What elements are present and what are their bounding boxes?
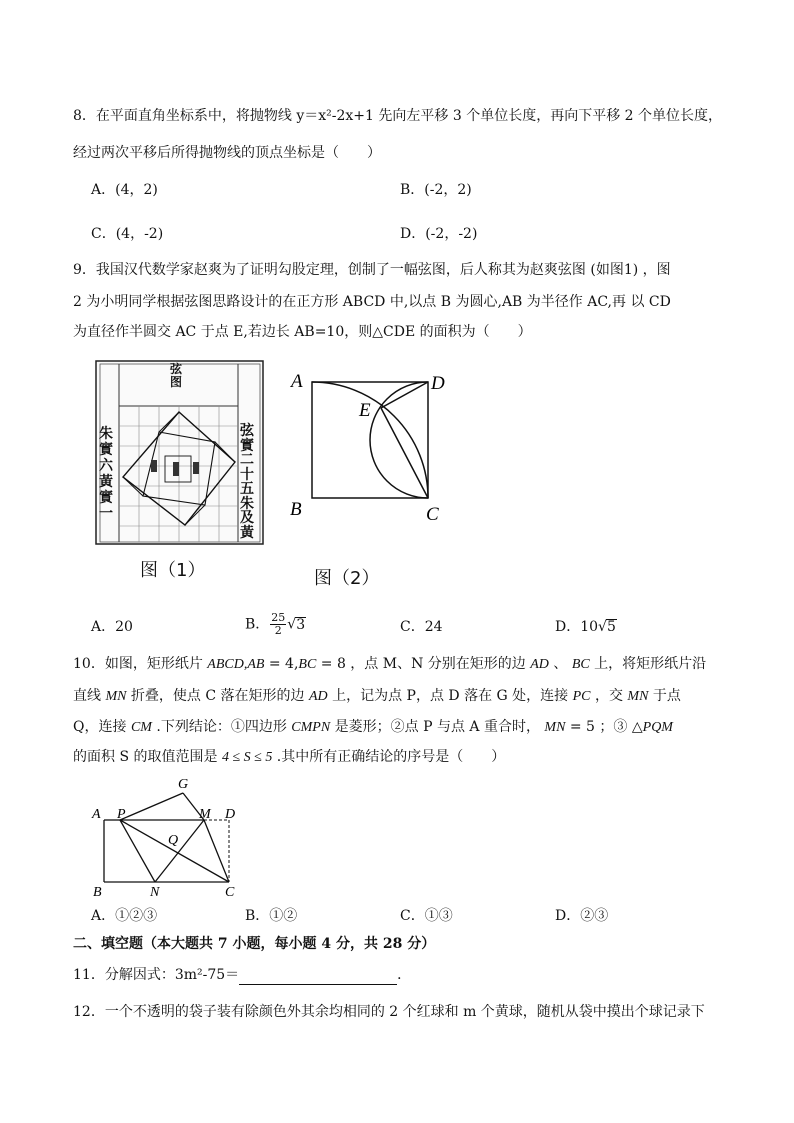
q10-text: = 8 ，点 M、N 分别在矩形的边 [316, 656, 531, 672]
q9-option-b-denominator: 2 [274, 624, 282, 637]
q10-text: 折叠，使点 C 落在矩形的边 [126, 688, 309, 704]
q10-math: PQM [642, 720, 673, 735]
q10-text: 于点 [648, 688, 681, 704]
q9-option-b-numerator: 25 [271, 611, 286, 624]
q10-text: .下列结论：①四边形 [151, 719, 292, 735]
q8-option-d[interactable]: D．(-2，-2) [400, 226, 478, 242]
q10-text: 上，记为点 P，点 D 落在 G 处，连接 [327, 688, 573, 704]
q10-text: 10．如图，矩形纸片 [73, 656, 208, 672]
q10-stem-line2 [73, 686, 681, 707]
q9-option-b-fraction [270, 612, 286, 637]
q8-option-b[interactable]: B．(-2，2) [400, 182, 472, 198]
fig3-label-m: M [199, 807, 211, 822]
q9-option-b-prefix: B． [245, 616, 270, 633]
q8-stem-line2: 经过两次平移后所得抛物线的顶点坐标是（ ） [73, 145, 381, 161]
fig2-label-a: A [291, 371, 303, 392]
q10-stem-line1 [73, 654, 706, 675]
q10-stem-line4 [73, 747, 505, 768]
q9-stem-line2: 2 为小明同学根据弦图思路设计的在正方形 ABCD 中,以点 B 为圆心,AB 为半径作 AC,再 以 CD [73, 294, 671, 310]
fig3-label-a: A [92, 807, 101, 822]
sqrt-sign-icon: √ [598, 619, 607, 635]
q10-math: 4 ≤ S ≤ 5 [221, 750, 273, 765]
q10-math: BC [571, 657, 590, 672]
q10-text: 上，将矩形纸片沿 [589, 656, 707, 672]
q9-option-d-radicand: 5 [606, 619, 616, 635]
q10-math: AD [530, 657, 549, 672]
q12-stem-line1: 12．一个不透明的袋子装有除颜色外其余均相同的 2 个红球和 m 个黄球，随机从袋中摸出个球记录下 [73, 1004, 705, 1020]
figure-2-caption: 图（2） [314, 568, 380, 589]
fig2-label-d: D [431, 373, 445, 394]
figure-1-right-label: 弦實二十五朱及黃 [240, 423, 254, 541]
figure-3-folded-rectangle [88, 772, 248, 898]
q9-option-b-radicand: 3 [296, 616, 306, 633]
fig3-label-g: G [178, 777, 189, 792]
q10-text: ，交 [590, 688, 628, 704]
q10-math: BC [298, 657, 317, 672]
q8-option-c[interactable]: C．(4，-2) [91, 226, 164, 242]
q10-math: PC [572, 689, 591, 704]
fig3-label-d: D [225, 807, 236, 822]
q9-stem-line3: 为直径作半圆交 AC 于点 E,若边长 AB=10，则△CDE 的面积为（ ） [73, 324, 532, 340]
q9-option-c[interactable]: C．24 [400, 619, 443, 635]
q10-option-a[interactable]: A．①②③ [91, 908, 158, 924]
q9-option-d[interactable] [555, 617, 617, 637]
q11-answer-blank[interactable] [239, 970, 397, 985]
figure-1-top-label: 弦图 [170, 362, 183, 389]
q8-option-a[interactable]: A．(4，2) [91, 182, 158, 198]
fig3-label-q: Q [168, 833, 179, 848]
q9-stem-line1: 9．我国汉代数学家赵爽为了证明勾股定理，创制了一幅弦图，后人称其为赵爽弦图 (如图1) ，图 [73, 262, 671, 278]
q10-option-b[interactable]: B．①② [245, 908, 298, 924]
sqrt-sign-icon: √ [287, 616, 297, 633]
q8-stem-line1: 8．在平面直角坐标系中，将抛物线 y＝x²-2x+1 先向左平移 3 个单位长度，再向下平移 2 个单位长度， [73, 108, 723, 124]
q10-text: = 5 ；③ △ [565, 719, 643, 735]
q10-math: CM [130, 720, 152, 735]
q11-prefix: 11．分解因式：3m²-75＝ [73, 967, 240, 983]
q10-math: ABCD,AB [207, 657, 265, 672]
fig3-label-b: B [93, 885, 102, 898]
fig2-label-c: C [426, 504, 439, 525]
q10-text: = 4, [264, 656, 299, 672]
q10-stem-line3 [73, 717, 673, 738]
figure-2-square-arcs [285, 360, 455, 530]
q10-text: 的面积 S 的取值范围是 [73, 749, 222, 765]
q10-text: 直线 [73, 688, 106, 704]
q11-suffix: ． [397, 967, 412, 983]
q10-math: AD [308, 689, 328, 704]
figure-1-left-label: 朱實六黃實一 [99, 426, 113, 522]
q10-option-c[interactable]: C．①③ [400, 908, 453, 924]
fig3-label-p: P [117, 807, 126, 822]
q9-option-d-prefix: D．10 [555, 619, 599, 635]
q10-text: Q，连接 [73, 719, 131, 735]
q9-option-a[interactable]: A．20 [91, 619, 133, 635]
q10-math: MN [544, 720, 566, 735]
q10-text: 、 [548, 656, 572, 672]
q10-text: 是菱形；②点 P 与点 A 重合时， [330, 719, 545, 735]
q10-math: CMPN [291, 720, 331, 735]
fig2-label-b: B [290, 499, 302, 520]
figure-1-caption: 图（1） [140, 560, 206, 581]
section-2-heading: 二、填空题（本大题共 7 小题，每小题 4 分，共 28 分） [73, 936, 436, 952]
fig2-label-e: E [359, 400, 371, 421]
q10-math: MN [105, 689, 127, 704]
fig3-label-c: C [225, 885, 235, 898]
q11-stem [73, 965, 411, 985]
q10-option-d[interactable]: D．②③ [555, 908, 609, 924]
q10-math: MN [627, 689, 649, 704]
q10-text: .其中所有正确结论的序号是（ ） [272, 749, 506, 765]
q9-option-b[interactable] [245, 612, 306, 637]
fig3-label-n: N [150, 885, 160, 898]
